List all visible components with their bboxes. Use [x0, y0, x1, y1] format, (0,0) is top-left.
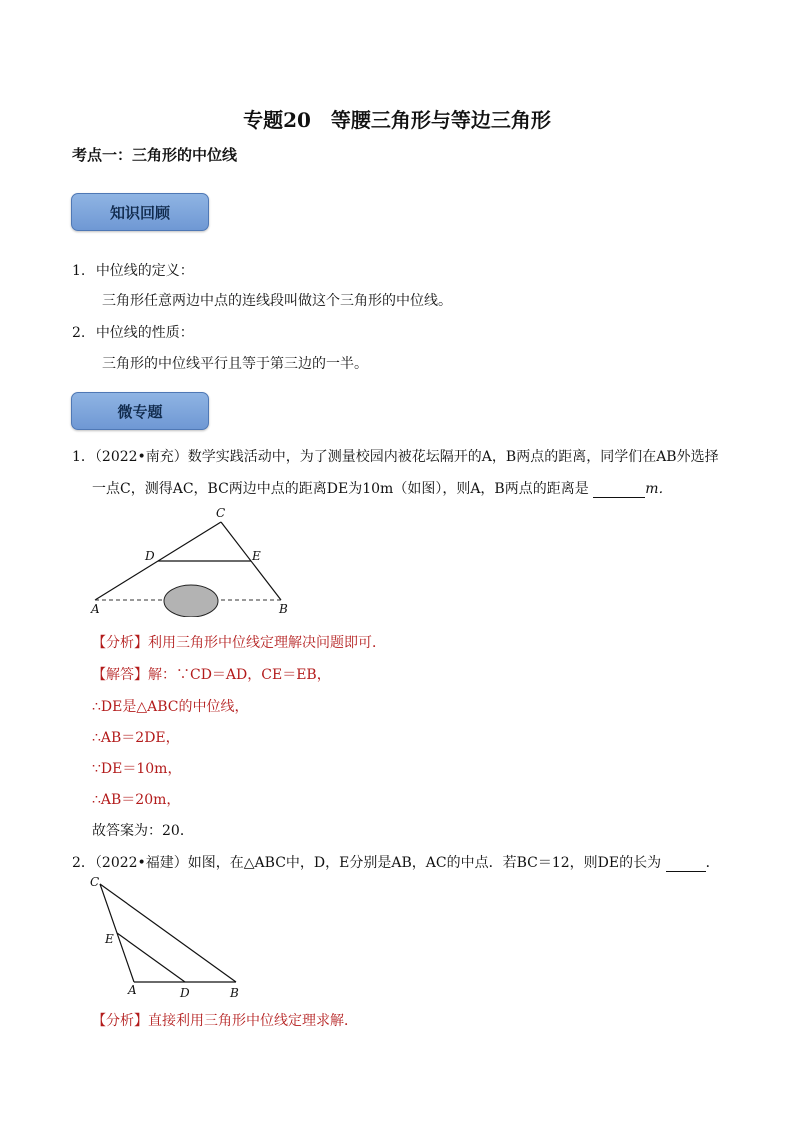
review-item-1-body: 三角形任意两边中点的连线段叫做这个三角形的中位线。	[102, 293, 452, 309]
q2-text-line-1	[72, 852, 720, 872]
q2-label-b: B	[230, 986, 239, 1000]
q1-answer-line-4: ∵DE＝10m，	[92, 761, 182, 777]
q1-final-answer: 故答案为：20．	[92, 823, 194, 839]
q1-label-e: E	[252, 549, 261, 563]
q2-answer-blank	[666, 871, 706, 872]
q2-segment-de	[117, 933, 185, 982]
q1-label-b: B	[279, 602, 288, 616]
review-item-1-heading: 中位线的定义：	[95, 263, 194, 279]
micro-topic-badge: 微专题	[71, 392, 209, 430]
q1-text-line-1: 1．（2022•南充）数学实践活动中，为了测量校园内被花坛隔开的A，B两点的距离，同学们在AB外选择	[72, 449, 719, 465]
review-item-1-number: 1.	[72, 263, 86, 279]
q2-text-end: ．	[705, 855, 720, 871]
q1-answer-line-5: ∴AB＝20m，	[92, 792, 181, 808]
q1-label-c: C	[216, 506, 226, 520]
page-title: 专题20 等腰三角形与等边三角形	[243, 108, 551, 132]
knowledge-review-badge: 知识回顾	[71, 193, 209, 231]
q2-label-c: C	[90, 875, 100, 889]
q2-text-main: 2．（2022•福建）如图，在△ABC中，D，E分别是AB，AC的中点．若BC＝12，则DE的长为	[72, 855, 666, 871]
q1-text-line-2	[92, 478, 672, 498]
review-item-2-number: 2.	[72, 325, 86, 341]
q1-answer-blank	[593, 497, 645, 498]
review-item-1	[72, 260, 194, 280]
q2-label-a: A	[128, 983, 137, 997]
q2-side-bc	[100, 884, 236, 982]
q2-triangle-figure	[84, 872, 254, 1002]
review-item-2	[72, 322, 194, 342]
q1-text-line-2-main: 一点C，测得AC，BC两边中点的距离DE为10m（如图），则A，B两点的距离是	[92, 481, 594, 497]
q1-unit: m．	[645, 481, 673, 497]
q1-answer-line-3: ∴AB＝2DE，	[92, 730, 180, 746]
q1-answer-line-1: 【解答】解：∵CD＝AD，CE＝EB，	[92, 667, 331, 683]
flowerbed-ellipse	[164, 585, 218, 617]
q1-label-d: D	[145, 549, 155, 563]
q2-label-d: D	[180, 986, 190, 1000]
q1-answer-line-2: ∴DE是△ABC的中位线，	[92, 699, 249, 715]
q1-label-a: A	[91, 602, 100, 616]
q1-analysis: 【分析】利用三角形中位线定理解决问题即可．	[92, 635, 386, 651]
review-item-2-heading: 中位线的性质：	[95, 325, 194, 341]
q2-analysis: 【分析】直接利用三角形中位线定理求解．	[92, 1013, 358, 1029]
section-heading: 考点一：三角形的中位线	[72, 146, 238, 164]
q2-label-e: E	[105, 932, 114, 946]
review-item-2-body: 三角形的中位线平行且等于第三边的一半。	[102, 356, 368, 372]
q1-triangle-figure	[88, 505, 298, 617]
